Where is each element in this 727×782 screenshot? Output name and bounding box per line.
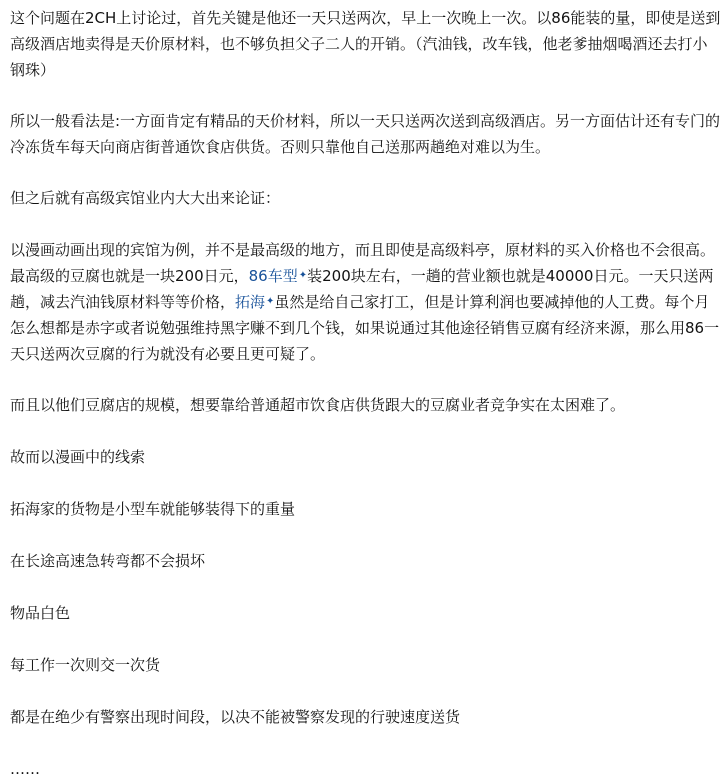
paragraph-4-text-b: 装200块左右，一趟的营业额也就是40000日元。一天只送两趟，减去汽油钱原材料等等价格，: [10, 267, 714, 311]
link-takumi[interactable]: 拓海: [235, 293, 266, 311]
paragraph-12: ……: [10, 760, 40, 778]
link-86-car-model[interactable]: 86车型: [248, 267, 298, 285]
paragraph-6: 故而以漫画中的线索: [10, 448, 146, 466]
paragraph-2: 所以一般看法是:一方面肯定有精品的天价材料，所以一天只送两次送到高级酒店。另一方面估计还有专门的冷冻货车每天向商店街普通饮食店供货。否则只靠他自己送那两趟绝对难以为生。: [10, 112, 721, 156]
paragraph-4: [10, 237, 721, 367]
paragraph-1: 这个问题在2CH上讨论过，首先关键是他还一天只送两次，早上一次晚上一次。以86能装的量，即使是送到高级酒店地卖得是天价原材料，也不够负担父子二人的开销。（汽油钱，改车钱，他老爹抽烟喝酒还去打小钢珠）: [10, 9, 721, 79]
paragraph-9: 物品白色: [10, 604, 71, 622]
paragraph-4-text-c: 虽然是给自己家打工，但是计算利润也要减掉他的人工费。每个月怎么想都是赤字或者说勉强维持黑字赚不到几个钱，如果说通过其他途径销售豆腐有经济来源，那么用86一天只送两次豆腐的行为就没有必要且更可疑了。: [10, 293, 720, 363]
search-link-icon[interactable]: ✦: [266, 296, 275, 307]
paragraph-11: 都是在绝少有警察出现时间段，以决不能被警察发现的行驶速度送货: [10, 708, 461, 726]
search-link-icon[interactable]: ✦: [298, 270, 308, 281]
paragraph-4-text-a: 以漫画动画出现的宾馆为例，并不是最高级的地方，而且即使是高级料亭，原材料的买入价格也不会很高。最高级的豆腐也就是一块200日元，: [10, 241, 716, 285]
paragraph-5: 而且以他们豆腐店的规模，想要靠给普通超市饮食店供货跟大的豆腐业者竞争实在太困难了。: [10, 396, 626, 414]
paragraph-8: 在长途高速急转弯都不会损坏: [10, 552, 206, 570]
paragraph-7: 拓海家的货物是小型车就能够装得下的重量: [10, 500, 296, 518]
paragraph-3: 但之后就有高级宾馆业内大大出来论证：: [10, 189, 281, 207]
paragraph-10: 每工作一次则交一次货: [10, 656, 161, 674]
